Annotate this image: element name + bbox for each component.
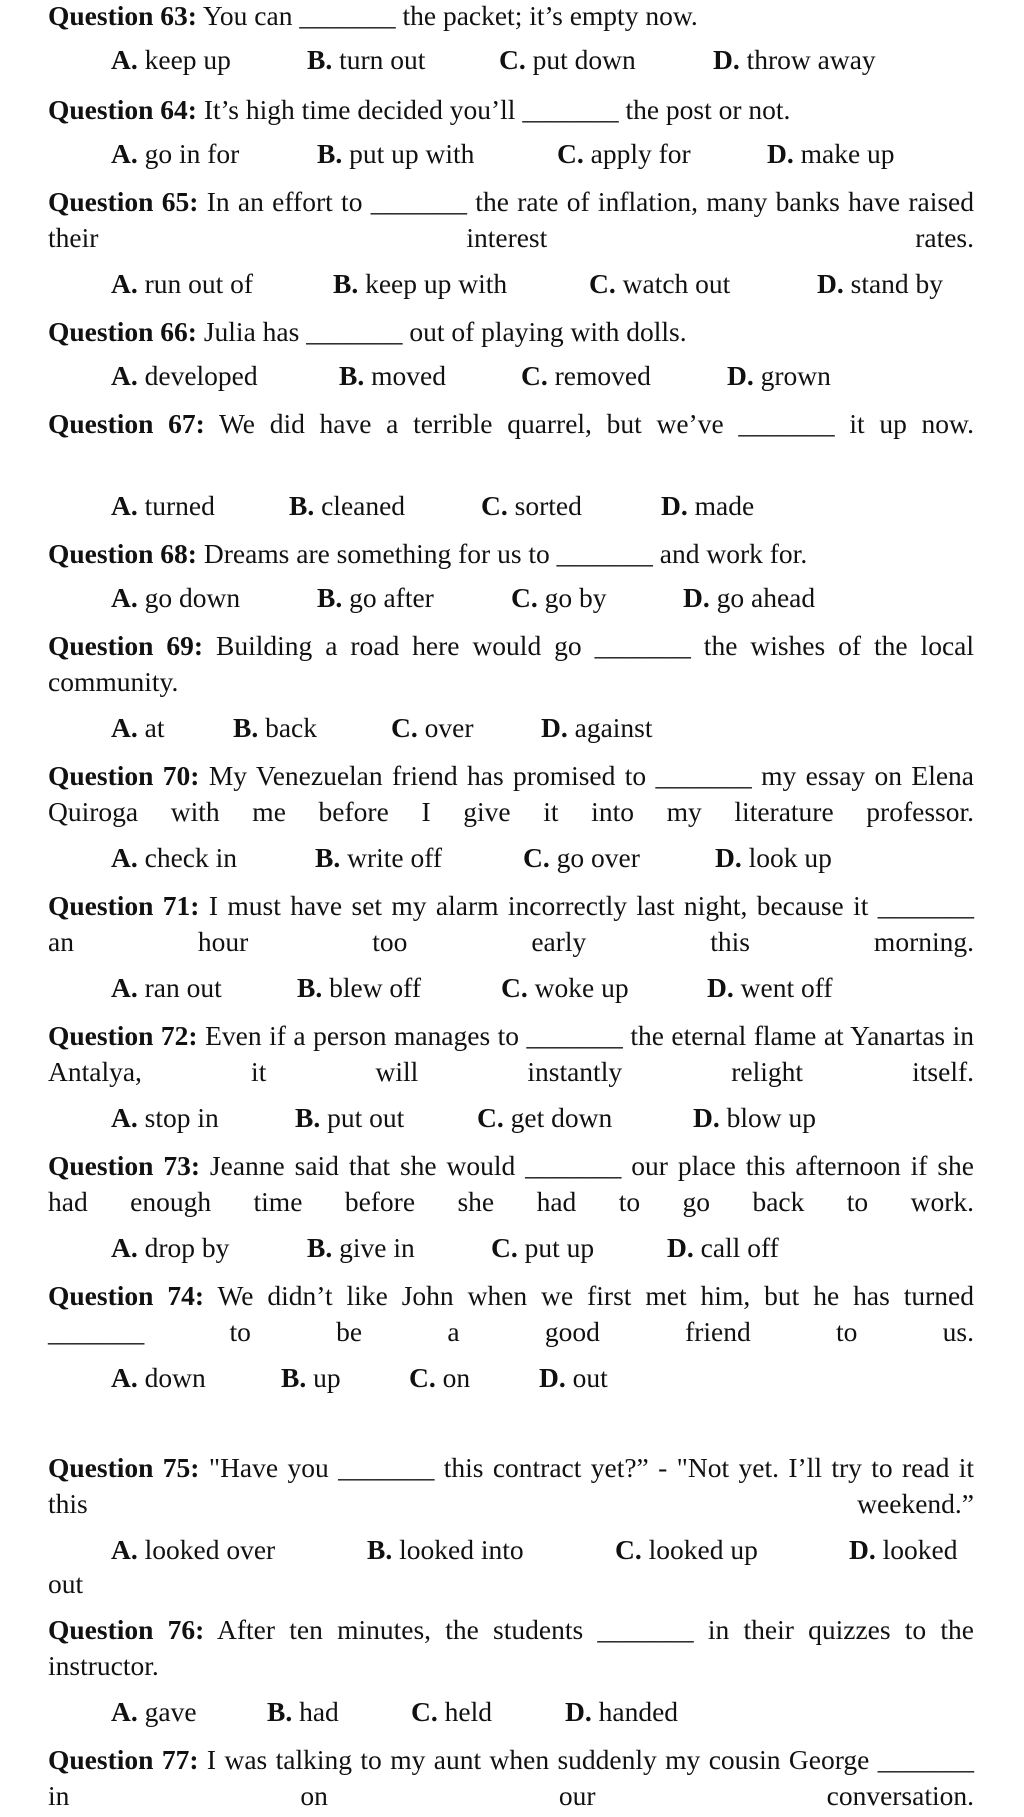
option-d[interactable]: D. stand by [817, 268, 944, 299]
option-a[interactable]: A. drop by [111, 1232, 230, 1263]
question-text: Even if a person manages to _______ the eternal flame at Yanartas in Antalya, it will instantly relight itself. [48, 1020, 975, 1087]
question-label: Question 77: [48, 1744, 199, 1775]
question-label: Question 67: [48, 408, 205, 439]
question-label: Question 65: [48, 186, 199, 217]
option-a[interactable]: A. gave [111, 1696, 197, 1727]
option-c[interactable]: C. looked up [615, 1534, 758, 1565]
question-text: It’s high time decided you’ll _______ the post or not. [203, 94, 791, 125]
option-d[interactable]: D. made [661, 490, 755, 521]
option-c[interactable]: C. go by [511, 582, 607, 613]
option-a[interactable]: A. go in for [111, 138, 240, 169]
option-a[interactable]: A. go down [111, 582, 241, 613]
option-d[interactable]: D. make up [767, 138, 895, 169]
question-label: Question 69: [48, 630, 204, 661]
option-a[interactable]: A. at [111, 712, 165, 743]
question-73 [48, 1148, 974, 1220]
option-c[interactable]: C. on [409, 1362, 471, 1393]
question-65 [48, 184, 974, 256]
question-text: Building a road here would go _______ the wishes of the local community. [48, 630, 974, 697]
option-b[interactable]: B. give in [307, 1232, 415, 1263]
question-label: Question 68: [48, 538, 197, 569]
option-c[interactable]: C. woke up [501, 972, 629, 1003]
question-label: Question 63: [48, 0, 197, 31]
option-c[interactable]: C. go over [523, 842, 640, 873]
option-a[interactable]: A. run out of [111, 268, 254, 299]
option-c[interactable]: C. get down [477, 1102, 613, 1133]
option-d[interactable]: D. went off [707, 972, 833, 1003]
question-67 [48, 406, 974, 442]
question-text: You can _______ the packet; it’s empty now. [202, 0, 698, 31]
question-text: Dreams are something for us to _______ and work for. [203, 538, 808, 569]
option-c[interactable]: C. apply for [557, 138, 691, 169]
option-a[interactable]: A. check in [111, 842, 238, 873]
option-c[interactable]: C. over [391, 712, 474, 743]
question-68 [48, 536, 974, 572]
question-70 [48, 758, 974, 830]
option-b[interactable]: B. back [233, 712, 318, 743]
question-label: Question 74: [48, 1280, 205, 1311]
option-a[interactable]: A. down [111, 1362, 206, 1393]
question-72 [48, 1018, 974, 1090]
option-b[interactable]: B. cleaned [289, 490, 406, 521]
option-c[interactable]: C. put up [491, 1232, 595, 1263]
option-a[interactable]: A. turned [111, 490, 215, 521]
question-text: In an effort to _______ the rate of inflation, many banks have raised their interest rates. [48, 186, 975, 253]
question-71 [48, 888, 974, 960]
question-text: Jeanne said that she would _______ our place this afternoon if she had enough time before she had to go back to work. [48, 1150, 975, 1217]
option-a[interactable]: A. developed [111, 360, 258, 391]
question-text: Julia has _______ out of playing with dolls. [203, 316, 687, 347]
option-c[interactable]: C. sorted [481, 490, 582, 521]
option-d-continuation: out [48, 1568, 84, 1599]
question-text: We did have a terrible quarrel, but we’ve _______ it up now. [219, 408, 974, 439]
option-b[interactable]: B. looked into [367, 1534, 524, 1565]
option-d[interactable]: D. go ahead [683, 582, 816, 613]
question-76 [48, 1612, 974, 1684]
option-b[interactable]: B. keep up with [333, 268, 508, 299]
question-label: Question 64: [48, 94, 197, 125]
question-label: Question 72: [48, 1020, 198, 1051]
option-b[interactable]: B. turn out [307, 44, 426, 75]
option-b[interactable]: B. had [267, 1696, 339, 1727]
option-d[interactable]: D. blow up [693, 1102, 816, 1133]
question-label: Question 66: [48, 316, 197, 347]
question-77 [48, 1742, 974, 1814]
question-label: Question 76: [48, 1614, 205, 1645]
option-c[interactable]: C. watch out [589, 268, 731, 299]
option-b[interactable]: B. moved [339, 360, 446, 391]
question-64 [48, 92, 974, 128]
option-b[interactable]: B. write off [315, 842, 443, 873]
option-b[interactable]: B. up [281, 1362, 341, 1393]
question-label: Question 71: [48, 890, 200, 921]
question-label: Question 75: [48, 1452, 200, 1483]
option-b[interactable]: B. go after [317, 582, 434, 613]
option-d[interactable]: D. look up [715, 842, 832, 873]
question-text: I was talking to my aunt when suddenly my cousin George _______ in on our conversation. [48, 1744, 974, 1811]
option-d[interactable]: D. looked [849, 1534, 958, 1565]
question-text: I must have set my alarm incorrectly last night, because it _______ an hour too early this morning. [48, 890, 974, 957]
question-63 [48, 0, 974, 34]
option-d[interactable]: D. handed [565, 1696, 679, 1727]
option-a[interactable]: A. stop in [111, 1102, 219, 1133]
option-d[interactable]: D. throw away [713, 44, 876, 75]
option-a[interactable]: A. ran out [111, 972, 222, 1003]
option-b[interactable]: B. blew off [297, 972, 421, 1003]
option-a[interactable]: A. looked over [111, 1534, 276, 1565]
question-label: Question 70: [48, 760, 200, 791]
option-b[interactable]: B. put out [295, 1102, 405, 1133]
option-d[interactable]: D. against [541, 712, 653, 743]
option-c[interactable]: C. removed [521, 360, 651, 391]
option-c[interactable]: C. held [411, 1696, 492, 1727]
question-text: "Have you _______ this contract yet?” - "Not yet. I’ll try to read it this weekend.” [48, 1452, 974, 1519]
question-69 [48, 628, 974, 700]
option-c[interactable]: C. put down [499, 44, 636, 75]
question-text: After ten minutes, the students _______ in their quizzes to the instructor. [48, 1614, 974, 1681]
question-66 [48, 314, 974, 350]
option-b[interactable]: B. put up with [317, 138, 475, 169]
question-label: Question 73: [48, 1150, 200, 1181]
question-text: My Venezuelan friend has promised to _______ my essay on Elena Quiroga with me before I give it into my literature professor. [48, 760, 975, 827]
option-d[interactable]: D. out [539, 1362, 608, 1393]
question-74 [48, 1278, 974, 1350]
option-d[interactable]: D. call off [667, 1232, 779, 1263]
option-a[interactable]: A. keep up [111, 44, 231, 75]
question-75 [48, 1450, 974, 1522]
question-text: We didn’t like John when we first met him, but he has turned _______ to be a good friend to us. [48, 1280, 974, 1347]
option-d[interactable]: D. grown [727, 360, 831, 391]
